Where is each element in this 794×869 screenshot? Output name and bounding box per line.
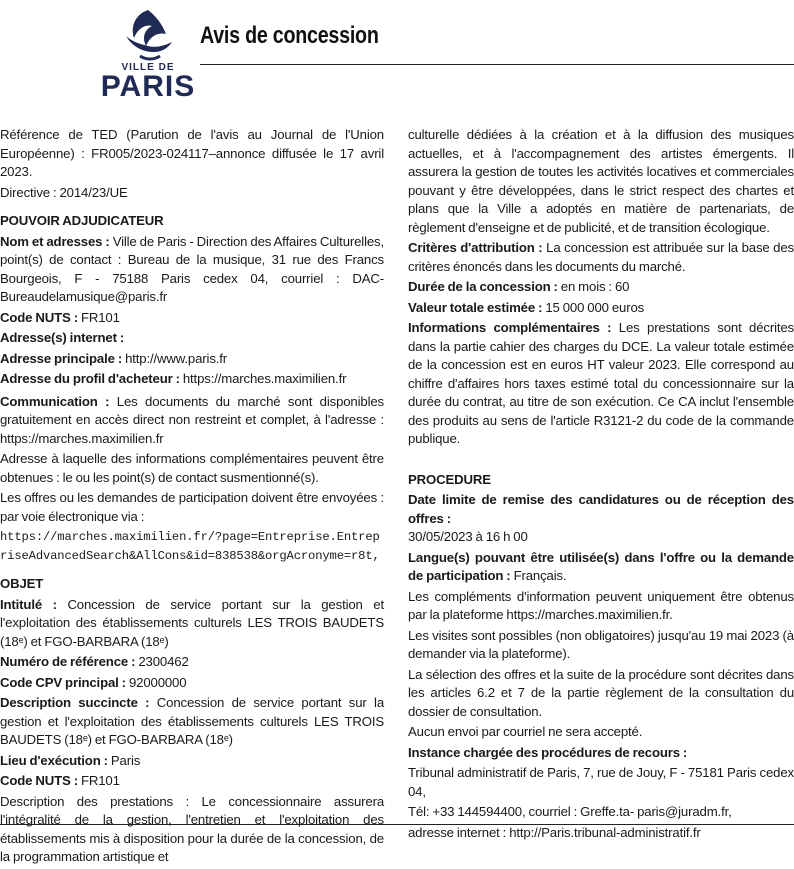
informations-complementaires-label: Informations complémentaires :	[408, 320, 612, 335]
instance-recours	[408, 744, 794, 763]
date-limite-value: 30/05/2023 à 16 h 00	[408, 529, 528, 544]
logo-paris: PARIS	[100, 70, 196, 103]
adresse-principale-label: Adresse principale :	[0, 350, 123, 366]
adresse-principale-link[interactable]: http://www.paris.fr	[125, 350, 228, 366]
criteres-attribution-label: Critères d'attribution :	[408, 240, 543, 255]
selection-offres: La sélection des offres et la suite de la procédure sont décrites dans les articles 6.2 et 7 de la partie règlement de la consultation du dossier de consultation.	[408, 666, 794, 719]
code-cpv	[0, 674, 384, 693]
langues	[408, 549, 794, 586]
communication-value: Les documents du marché sont disponibles gratuitement en accès direct non restreint et complet, à l'adresse : https://marches.maximilien.fr	[0, 393, 384, 446]
informations-complementaires	[408, 319, 794, 449]
right-column	[408, 126, 794, 844]
lieu-execution-value: Paris	[110, 752, 141, 768]
logo-ville-de: VILLE DE	[121, 62, 175, 73]
numero-reference-label: Numéro de référence :	[0, 654, 136, 669]
nom-et-adresses-label: Nom et adresses :	[0, 233, 110, 249]
directive: Directive : 2014/23/UE	[0, 184, 128, 200]
tribunal-telephone: Tél: +33 144594400, courriel : Greffe.ta- paris@juradm.fr,	[408, 804, 732, 819]
offres-envoi: Les offres ou les demandes de participation doivent être envoyées : par voie électronique via :	[0, 490, 384, 524]
lieu-execution	[0, 752, 384, 771]
code-nuts-label: Code NUTS :	[0, 309, 78, 325]
valeur-totale	[408, 299, 794, 318]
adresse-principale	[0, 350, 384, 369]
criteres-attribution-value: La concession est attribuée sur la base des critères énoncés dans les documents du marché.	[408, 240, 794, 274]
header-rule	[200, 64, 794, 65]
intitule	[0, 596, 384, 652]
description-prestations-suite: culturelle dédiées à la création et à la diffusion des musiques actuelles, et à l'accompagnement des artistes émergents. Il assurera la gestion de toutes les activités locatives et commerciales pouvant y être développées, dans le strict respect des chartes et plans que la Ville a adoptés en matière de partenariats, de règlement d'enseigne et de publicité, et de transition écologique.	[408, 127, 794, 235]
numero-reference	[0, 653, 384, 672]
complements-information: Les compléments d'information peuvent uniquement être obtenus par la plateforme https://marches.maximilien.fr.	[408, 588, 794, 622]
duree-concession-label: Durée de la concession :	[408, 279, 558, 294]
left-column	[0, 126, 384, 869]
communication-label: Communication :	[0, 393, 110, 409]
adresses-internet	[0, 329, 384, 348]
intitule-label: Intitulé :	[0, 596, 57, 612]
tribunal-internet[interactable]: adresse internet : http://Paris.tribunal-administratif.fr	[408, 824, 701, 840]
langues-label: Langue(s) pouvant être utilisée(s) dans l'offre ou la demande de participation :	[408, 549, 794, 583]
langues-value: Français.	[513, 568, 567, 583]
informations-complementaires-value: Les prestations sont décrites dans la partie cahier des charges du DCE. La valeur totale estimée de la concession est en euros HT valeur 2023. Elle correspond au chiffre d'affaires hors taxes estimé total du concessionnaire sur la durée du contrat, au titre de son exécution. Ce CA inclut l'ensemble des produits au sens de l'article R3121-2 du code de la commande publique.	[408, 320, 794, 446]
code-nuts-objet	[0, 772, 384, 791]
intitule-value: Concession de service portant sur la gestion et l'exploitation des établissements culturels LES TROIS BAUDETS (18ᵉ) et FGO-BARBARA (18ᵉ)	[0, 596, 385, 649]
section-pouvoir-adjudicateur: POUVOIR ADJUDICATEUR	[0, 213, 164, 228]
description-prestations: Description des prestations : Le concessionnaire assurera l'intégralité de la gestion, l'entretien et l'exploitation des établissements mis à disposition pour la durée de la concession, de la programmation artistique et	[0, 793, 384, 864]
code-nuts-objet-value: FR101	[80, 773, 120, 788]
visites: Les visites sont possibles (non obligatoires) jusqu'au 19 mai 2023 (à demander via la plateforme).	[408, 627, 794, 661]
page-title: Avis de concession	[200, 22, 379, 49]
ted-reference: Référence de TED (Parution de l'avis au Journal de l'Union Européenne) : FR005/2023-024117–annonce diffusée le 17 avril 2023.	[0, 127, 384, 179]
tribunal-adresse: Tribunal administratif de Paris, 7, rue de Jouy, F - 75181 Paris cedex 04,	[408, 765, 794, 799]
instance-recours-label: Instance chargée des procédures de recours :	[408, 744, 688, 760]
date-limite-label: Date limite de remise des candidatures ou de réception des offres :	[408, 492, 794, 526]
adresse-profil-label: Adresse du profil d'acheteur :	[0, 371, 180, 386]
code-nuts	[0, 309, 384, 328]
valeur-totale-label: Valeur totale estimée :	[408, 299, 543, 315]
section-procedure: PROCEDURE	[408, 471, 491, 487]
code-nuts-objet-label: Code NUTS :	[0, 773, 78, 788]
duree-concession-value: en mois : 60	[560, 279, 630, 294]
offres-url[interactable]: https://marches.maximilien.fr/?page=Entreprise.EntrepriseAdvancedSearch&AllCons&id=838538&orgAcronyme=r8t,	[0, 530, 380, 563]
duree-concession	[408, 278, 794, 297]
header	[0, 0, 794, 106]
ship-emblem-icon	[118, 6, 178, 64]
description-succincte-value: Concession de service portant sur la gestion et l'exploitation des établissements culturels LES TROIS BAUDETS (18ᵉ) et FGO-BARBARA (18ᵉ)	[0, 695, 385, 747]
nom-et-adresses-value: Ville de Paris - Direction des Affaires Culturelles, point(s) de contact : Bureau de la musique, 31 rue des Francs Bourgeois, F - 75188 Paris cedex 04, courriel : DAC-Bureaudelamusique@paris.fr	[0, 233, 385, 304]
code-cpv-label: Code CPV principal :	[0, 674, 126, 690]
adresse-informations: Adresse à laquelle des informations complémentaires peuvent être obtenues : le ou les point(s) de contact susmentionné(s).	[0, 451, 384, 485]
numero-reference-value: 2300462	[138, 654, 189, 669]
adresses-internet-label: Adresse(s) internet :	[0, 330, 125, 345]
nom-et-adresses	[0, 233, 384, 307]
communication	[0, 393, 384, 449]
lieu-execution-label: Lieu d'exécution :	[0, 752, 108, 768]
code-cpv-value: 92000000	[128, 674, 187, 690]
adresse-profil-link[interactable]: https://marches.maximilien.fr	[182, 371, 347, 386]
description-succincte	[0, 694, 384, 750]
description-succincte-label: Description succincte :	[0, 695, 150, 710]
ville-de-paris-logo	[98, 6, 198, 106]
code-nuts-value: FR101	[80, 309, 120, 325]
criteres-attribution	[408, 239, 794, 276]
date-limite	[408, 491, 794, 547]
valeur-totale-value: 15 000 000 euros	[545, 299, 645, 315]
section-objet: OBJET	[0, 576, 44, 591]
adresse-profil	[0, 370, 384, 389]
footer-rule	[0, 824, 794, 825]
aucun-envoi: Aucun envoi par courriel ne sera accepté.	[408, 724, 643, 739]
